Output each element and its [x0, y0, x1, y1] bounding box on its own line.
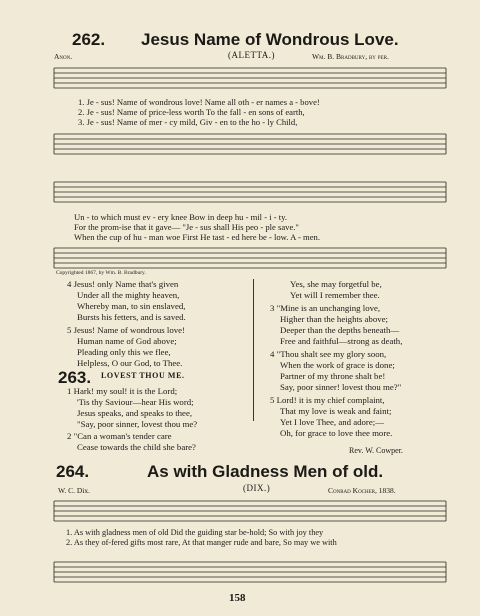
verse-block: 2 "Can a woman's tender care Cease towards the child she bare? — [67, 431, 196, 452]
music-staff-treble — [54, 497, 446, 527]
verse-block: Yes, she may forgetful be, Yet will I remember thee. — [290, 279, 382, 300]
hymn-number: 262. — [72, 30, 106, 49]
lyric-line: When the cup of hu - man woe First He tast - ed here be - low. A - men. — [74, 232, 320, 242]
verse-block: 4 "Thou shalt see my glory soon, When the work of grace is done; Partner of my throne shalt be! Say, poor sinner! lovest thou me?" — [270, 349, 402, 392]
verse-block: 1 Hark! my soul! it is the Lord; 'Tis thy Saviour—hear His word; Jesus speaks, and speaks to thee, "Say, poor sinner, lovest thou me? — [67, 386, 198, 429]
verse-block: 3 "Mine is an unchanging love, Higher than the heights above; Deeper than the depths beneath— Free and faithful—strong as death, — [270, 303, 403, 346]
composer: Wm. B. Bradbury, by per. — [312, 52, 389, 61]
lyric-line: Un - to which must ev - ery knee Bow in deep hu - mil - i - ty. — [74, 212, 288, 222]
hymn-title: As with Gladness Men of old. — [147, 462, 384, 481]
lyric-line: For the prom-ise that it gave— "Je - sus shall His peo - ple save." — [74, 222, 299, 232]
hymn-title: LOVEST THOU ME. — [101, 371, 185, 380]
hymn-title: Jesus Name of Wondrous Love. — [141, 30, 399, 49]
column-divider — [253, 279, 254, 421]
music-staff-bass — [54, 130, 446, 160]
author-credit: Rev. W. Cowper. — [349, 446, 403, 455]
verse-block: 4 Jesus! only Name that's given Under all the mighty heaven, Whereby man, to sin enslaved, Bursts his fetters, and is saved. — [67, 279, 186, 322]
lyric-line: 3. Je - sus! Name of mer - cy mild, Giv - en to the ho - ly Child, — [78, 117, 298, 127]
lyric-line: 1. As with gladness men of old Did the guiding star be-hold; So with joy they — [66, 528, 324, 537]
lyric-line: 1. Je - sus! Name of wondrous love! Name all oth - er names a - bove! — [78, 97, 320, 107]
verse-block: 5 Jesus! Name of wondrous love! Human name of God above; Pleading only this we flee, Helpless, O our God, to Thee. — [67, 325, 186, 368]
lyric-line: 2. Je - sus! Name of price-less worth To the fall - en sons of earth, — [78, 107, 305, 117]
music-staff-bass — [54, 558, 446, 588]
lyricist: W. C. Dix. — [58, 486, 91, 495]
music-staff-treble — [54, 64, 446, 94]
page-number: 158 — [229, 592, 246, 604]
copyright-notice: Copyrighted 1867, by Wm. B. Bradbury. — [56, 270, 146, 276]
verse-block: 5 Lord! it is my chief complaint, That my love is weak and faint; Yet I love Thee, and adore;— Oh, for grace to love thee more. — [270, 395, 393, 438]
lyricist: Anon. — [54, 52, 73, 61]
hymn-number: 263. — [58, 368, 92, 387]
lyric-line: 2. As they of-fered gifts most rare, At that manger rude and bare, So may we with — [66, 538, 337, 547]
tune-name: (ALETTA.) — [228, 50, 276, 60]
tune-name: (DIX.) — [243, 483, 271, 493]
hymn-number: 264. — [56, 462, 90, 481]
composer: Conrad Kocher, 1838. — [328, 486, 396, 495]
music-staff-treble — [54, 178, 446, 208]
